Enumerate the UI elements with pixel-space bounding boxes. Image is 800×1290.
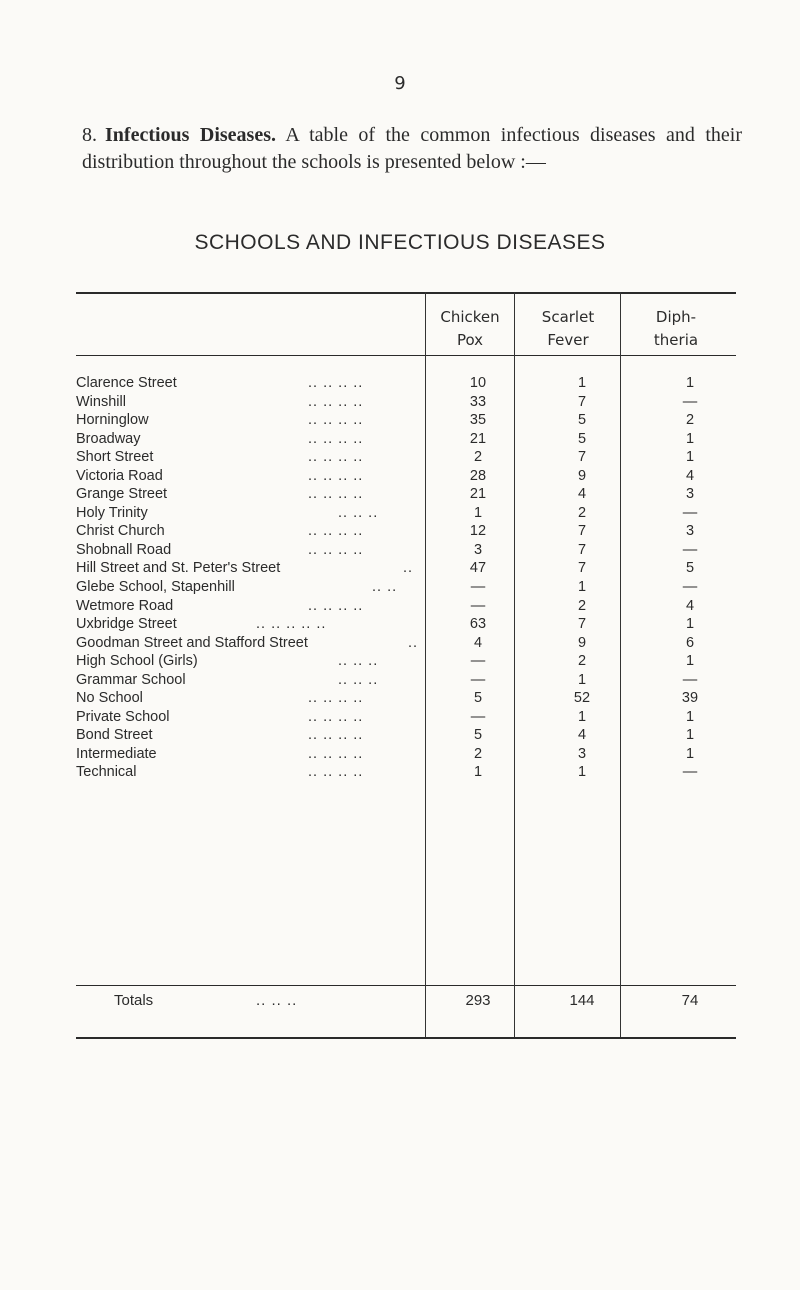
school-name: Wetmore Road (76, 597, 174, 614)
diphtheria-value: 1 (685, 616, 695, 633)
diphtheria-value: — (682, 764, 698, 781)
leader-dots: .. .. .. .. (308, 727, 364, 744)
table-row (76, 542, 736, 561)
scarlet-fever-value: 9 (577, 634, 587, 651)
scarlet-fever-value: 1 (577, 579, 587, 596)
school-name: Christ Church (76, 523, 165, 540)
school-name: Intermediate (76, 745, 157, 762)
chicken-pox-value: 21 (469, 430, 487, 447)
diphtheria-value: — (682, 541, 698, 558)
page-number: 9 (394, 73, 406, 94)
leader-dots: .. .. .. .. (308, 690, 364, 707)
diphtheria-value: 39 (681, 690, 699, 707)
school-name: Goodman Street and Stafford Street (76, 634, 308, 651)
leader-dots: .. .. .. .. (308, 764, 364, 781)
chicken-pox-value: 12 (469, 523, 487, 540)
table-row (76, 690, 736, 709)
diphtheria-value: 1 (685, 430, 695, 447)
leader-dots: .. .. .. (338, 504, 379, 521)
leader-dots: .. .. .. .. (308, 541, 364, 558)
total-diphtheria: 74 (681, 992, 699, 1009)
leader-dots: .. .. .. .. (308, 393, 364, 410)
school-name: Bond Street (76, 727, 153, 744)
school-name: Glebe School, Stapenhill (76, 579, 235, 596)
school-name: Grammar School (76, 671, 186, 688)
table-row (76, 746, 736, 765)
leader-dots: .. .. .. .. (308, 597, 364, 614)
table-row (76, 764, 736, 783)
diphtheria-value: 3 (685, 523, 695, 540)
table-row (76, 375, 736, 394)
scarlet-fever-value: 52 (573, 690, 591, 707)
leader-dots: .. .. .. .. (308, 412, 364, 429)
school-name: Hill Street and St. Peter's Street (76, 560, 281, 577)
leader-dots: .. .. .. .. (308, 449, 364, 466)
chicken-pox-value: 47 (469, 560, 487, 577)
table-row (76, 394, 736, 413)
school-name: Clarence Street (76, 375, 177, 391)
chicken-pox-value: 1 (473, 504, 483, 521)
school-name: Winshill (76, 393, 126, 410)
intro-paragraph (82, 122, 742, 176)
table-title: SCHOOLS AND INFECTIOUS DISEASES (194, 231, 606, 254)
scarlet-fever-value: 5 (577, 430, 587, 447)
section-number: 8. (82, 124, 97, 146)
school-name: Victoria Road (76, 467, 163, 484)
chicken-pox-value: — (470, 671, 486, 688)
diphtheria-value: 4 (685, 597, 695, 614)
scarlet-fever-value: 7 (577, 449, 587, 466)
school-name: Shobnall Road (76, 541, 172, 558)
table-row (76, 727, 736, 746)
table-top-rule (76, 292, 736, 294)
total-chicken-pox: 293 (465, 992, 491, 1009)
table-body (76, 375, 736, 783)
table-row (76, 431, 736, 450)
column-header-chicken-pox: Chicken Pox (440, 308, 500, 349)
leader-dots: .. .. .. (256, 992, 298, 1009)
table-row (76, 635, 736, 654)
leader-dots: .. (408, 634, 419, 651)
table-row (76, 523, 736, 542)
school-name: No School (76, 690, 143, 707)
school-name: Broadway (76, 430, 141, 447)
leader-dots: .. .. .. .. (308, 430, 364, 447)
chicken-pox-value: 28 (469, 467, 487, 484)
scarlet-fever-value: 4 (577, 486, 587, 503)
table-row (76, 653, 736, 672)
scarlet-fever-value: 1 (577, 375, 587, 391)
table-row (76, 505, 736, 524)
column-header-scarlet-fever: Scarlet Fever (541, 308, 595, 349)
scarlet-fever-value: 2 (577, 504, 587, 521)
school-name: Holy Trinity (76, 504, 148, 521)
column-header-diphtheria: Diph- theria (653, 308, 699, 349)
leader-dots: .. .. .. .. (308, 708, 364, 725)
header-bottom-rule (76, 355, 736, 356)
diphtheria-value: — (682, 579, 698, 596)
diphtheria-value: — (682, 393, 698, 410)
section-text: A table of the common infectious diseases and their distribution throughout the schools is presented below :— (82, 124, 742, 173)
diphtheria-value: 2 (685, 412, 695, 429)
diphtheria-value: 1 (685, 449, 695, 466)
school-name: Technical (76, 764, 137, 781)
chicken-pox-value: — (470, 708, 486, 725)
chicken-pox-value: — (470, 579, 486, 596)
diphtheria-value: 5 (685, 560, 695, 577)
diphtheria-value: 6 (685, 634, 695, 651)
school-name: High School (Girls) (76, 653, 198, 670)
diphtheria-value: — (682, 671, 698, 688)
leader-dots: .. .. .. .. (308, 467, 364, 484)
chicken-pox-value: 10 (469, 375, 487, 391)
scarlet-fever-value: 7 (577, 393, 587, 410)
scarlet-fever-value: 1 (577, 708, 587, 725)
scarlet-fever-value: 2 (577, 653, 587, 670)
scarlet-fever-value: 7 (577, 560, 587, 577)
chicken-pox-value: 35 (469, 412, 487, 429)
chicken-pox-value: — (470, 653, 486, 670)
diphtheria-value: 3 (685, 486, 695, 503)
leader-dots: .. .. .. (338, 671, 379, 688)
school-name: Uxbridge Street (76, 616, 177, 633)
diphtheria-value: 1 (685, 653, 695, 670)
table-row (76, 468, 736, 487)
table-row (76, 412, 736, 431)
chicken-pox-value: 21 (469, 486, 487, 503)
scarlet-fever-value: 7 (577, 616, 587, 633)
leader-dots: .. .. .. (338, 653, 379, 670)
table-row (76, 486, 736, 505)
school-name: Private School (76, 708, 170, 725)
school-name: Grange Street (76, 486, 168, 503)
table-row (76, 560, 736, 579)
table-row (76, 579, 736, 598)
leader-dots: .. .. .. .. (308, 486, 364, 503)
diphtheria-value: 1 (685, 708, 695, 725)
diphtheria-value: 1 (685, 727, 695, 744)
chicken-pox-value: 2 (473, 449, 483, 466)
chicken-pox-value: 4 (473, 634, 483, 651)
total-scarlet-fever: 144 (569, 992, 595, 1009)
leader-dots: .. .. .. .. (308, 523, 364, 540)
leader-dots: .. .. .. .. (308, 745, 364, 762)
totals-top-rule (76, 985, 736, 986)
scarlet-fever-value: 1 (577, 764, 587, 781)
chicken-pox-value: — (470, 597, 486, 614)
diphtheria-value: — (682, 504, 698, 521)
chicken-pox-value: 3 (473, 541, 483, 558)
table-row (76, 709, 736, 728)
school-name: Horninglow (76, 412, 149, 429)
diphtheria-value: 1 (685, 745, 695, 762)
scarlet-fever-value: 4 (577, 727, 587, 744)
scarlet-fever-value: 3 (577, 745, 587, 762)
scarlet-fever-value: 5 (577, 412, 587, 429)
totals-row (76, 992, 736, 1014)
table-row (76, 449, 736, 468)
table-row (76, 616, 736, 635)
chicken-pox-value: 5 (473, 727, 483, 744)
leader-dots: .. (403, 560, 414, 577)
leader-dots: .. .. .. .. .. (256, 616, 327, 633)
scarlet-fever-value: 1 (577, 671, 587, 688)
leader-dots: .. .. (372, 579, 398, 596)
scarlet-fever-value: 9 (577, 467, 587, 484)
diphtheria-value: 4 (685, 467, 695, 484)
diphtheria-value: 1 (685, 375, 695, 391)
chicken-pox-value: 1 (473, 764, 483, 781)
leader-dots: .. .. .. .. (308, 375, 364, 391)
totals-label: Totals (114, 992, 154, 1009)
section-heading: Infectious Diseases. (105, 124, 276, 146)
table-row (76, 672, 736, 691)
chicken-pox-value: 2 (473, 745, 483, 762)
scarlet-fever-value: 7 (577, 541, 587, 558)
table-bottom-rule (76, 1037, 736, 1039)
chicken-pox-value: 33 (469, 393, 487, 410)
scarlet-fever-value: 2 (577, 597, 587, 614)
table-row (76, 598, 736, 617)
chicken-pox-value: 5 (473, 690, 483, 707)
scarlet-fever-value: 7 (577, 523, 587, 540)
school-name: Short Street (76, 449, 154, 466)
chicken-pox-value: 63 (469, 616, 487, 633)
